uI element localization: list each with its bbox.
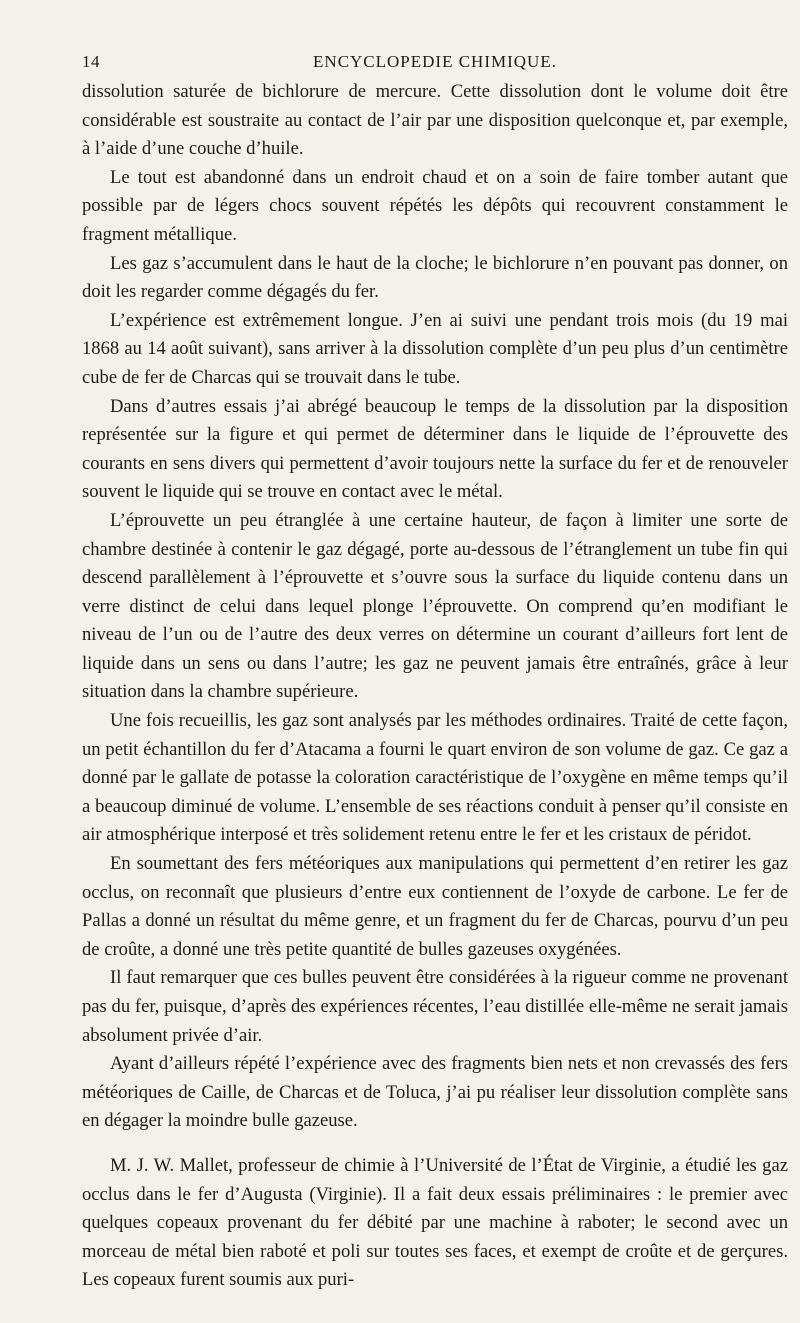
paragraph: L’expérience est extrêmement longue. J’en ai suivi une pendant trois mois (du 19 mai 1868 au 14 août suivant), sans arriver à la dissolution complète d’un peu plus d’un centimètre cube de fer de Charcas qui se trouvait dans le tube. [82,309,788,388]
page [82,48,788,1291]
paragraph: Les gaz s’accumulent dans le haut de la cloche; le bichlorure n’en pouvant pas donner, on doit les regarder comme dégagés du fer. [82,252,788,303]
paragraph: En soumettant des fers météoriques aux manipulations qui permettent d’en retirer les gaz occlus, on reconnaît que plusieurs d’entre eux contiennent de l’oxyde de carbone. Le fer de Pallas a donné un résultat du même genre, et un fragment du fer de Charcas, pourvu d’un peu de croûte, a donné une très petite quantité de bulles gazeuses oxygénées. [82,853,788,960]
paragraph: L’éprouvette un peu étranglée à une certaine hauteur, de façon à limiter une sorte de chambre destinée à contenir le gaz dégagé, porte au-dessous de l’étranglement un tube fin qui descend parallèlement à l’éprouvette et s’ouvre sous la surface du liquide contenu dans un verre distinct de celui dans lequel plonge l’éprouvette. On comprend qu’en modifiant le niveau de l’un ou de l’autre des deux verres on détermine un courant d’ailleurs fort lent de liquide dans un sens ou dans l’autre; les gaz ne peuvent jamais être entraînés, grâce à leur situation dans la chambre supérieure. [82,509,788,703]
paragraph: M. J. W. Mallet, professeur de chimie à l’Université de l’État de Virginie, a étudié les gaz occlus dans le fer d’Augusta (Virginie). Il a fait deux essais préliminaires : le premier avec quelques copeaux provenant du fer débité par une machine à raboter; le second avec un morceau de métal bien raboté et poli sur toutes ses faces, et exempt de croûte et de gerçures. Les copeaux furent soumis aux puri- [82,1154,788,1291]
paragraph: Dans d’autres essais j’ai abrégé beaucoup le temps de la dissolution par la disposition représentée sur la figure et qui permet de déterminer dans le liquide de l’éprouvette des courants en sens divers qui permettent d’avoir toujours nette la surface du fer et de renouveler souvent le liquide qui se trouve en contact avec le métal. [82,395,788,503]
body-text [82,78,788,1291]
paragraph: dissolution saturée de bichlorure de mercure. Cette dissolution dont le volume doit être considérable est soustraite au contact de l’air par une disposition quelconque et, par exemple, à l’aide d’une couche d’huile. [82,81,788,160]
paragraph: Une fois recueillis, les gaz sont analysés par les méthodes ordinaires. Traité de cette façon, un petit échantillon du fer d’Atacama a fourni le quart environ de son volume de gaz. Ce gaz a donné par le gallate de potasse la coloration caractéristique de l’oxygène en même temps qu’il a beaucoup diminué de volume. L’ensemble de ses réactions conduit à penser qu’il consiste en air atmosphérique interposé et très solidement retenu entre le fer et les cristaux de péridot. [82,710,788,846]
running-head [82,48,788,78]
paragraph: Ayant d’ailleurs répété l’expérience avec des fragments bien nets et non crevassés des fers météoriques de Caille, de Charcas et de Toluca, j’ai pu réaliser leur dissolution complète sans en dégager la moindre bulle gazeuse. [82,1053,788,1132]
page-number: 14 [82,52,100,71]
paragraph: Il faut remarquer que ces bulles peuvent être considérées à la rigueur comme ne provenant pas du fer, puisque, d’après des expériences récentes, l’eau distillée elle-même ne serait jamais absolument privée d’air. [82,967,788,1046]
paragraph: Le tout est abandonné dans un endroit chaud et on a soin de faire tomber autant que possible par de légers chocs souvent répétés les dépôts qui recouvrent constamment le fragment métallique. [82,166,788,245]
running-title: ENCYCLOPEDIE CHIMIQUE. [313,52,557,71]
section-gap [82,1136,788,1152]
